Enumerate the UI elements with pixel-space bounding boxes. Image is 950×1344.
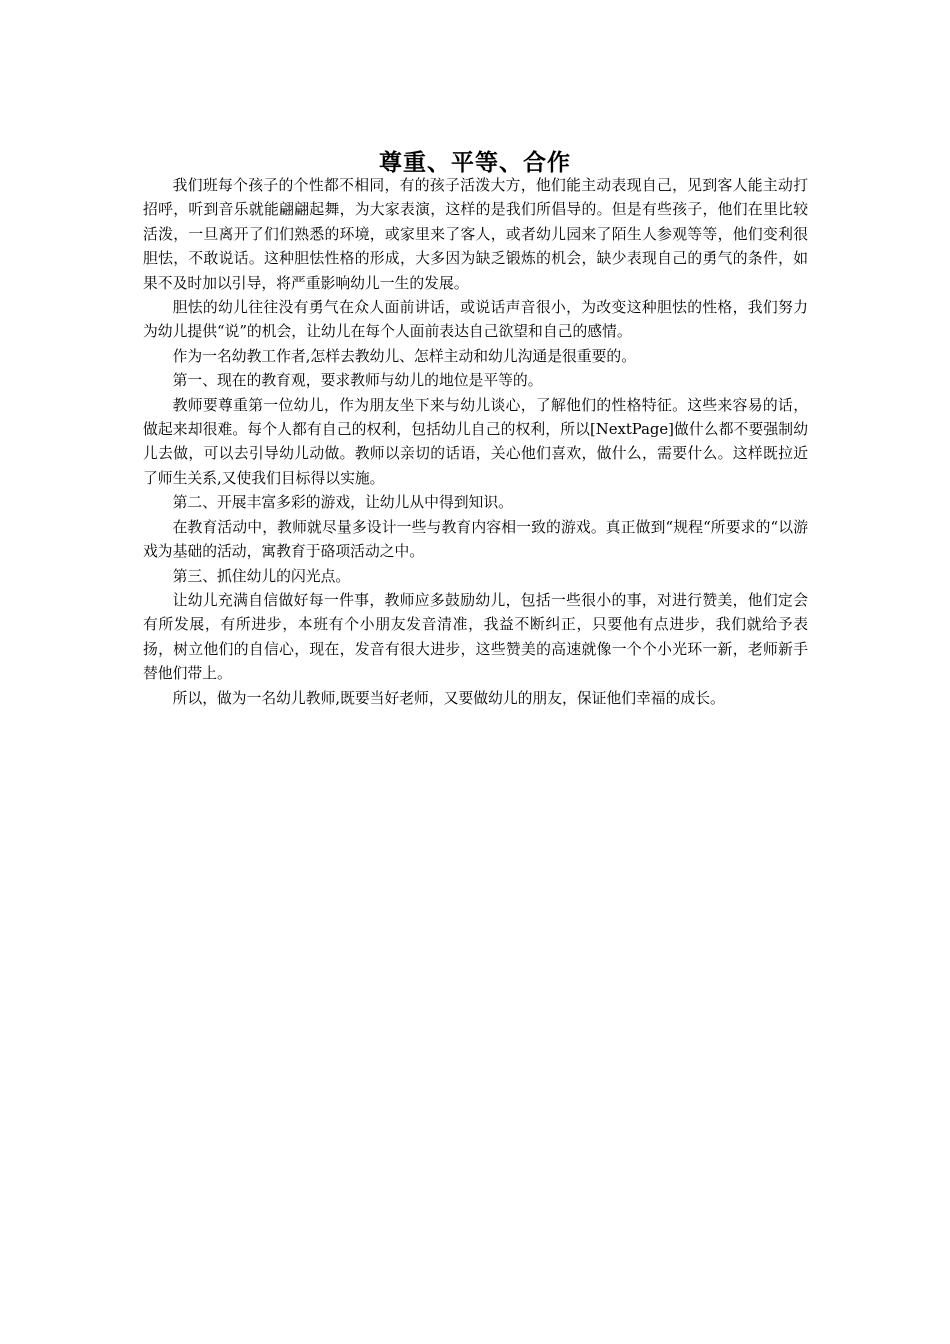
paragraph: 第三、抓住幼儿的闪光点。: [172, 567, 351, 585]
paragraph: 第二、开展丰富多彩的游戏，让幼儿从中得到知识。: [172, 494, 513, 512]
paragraph: 作为一名幼教工作者,怎样去教幼儿、怎样主动和幼儿沟通是很重要的。: [172, 347, 637, 365]
paragraph: 所以，做为一名幼儿教师,既要当好老师，又要做幼儿的朋友，保证他们幸福的成长。: [172, 689, 725, 707]
document-body: [143, 174, 808, 711]
paragraph: 胆怯的幼儿往往没有勇气在众人面前讲话，或说话声音很小，为改变这种胆怯的性格，我们努力为幼儿提供“说”的机会，让幼儿在每个人面前表达自己欲望和自己的感情。: [143, 299, 808, 341]
paragraph: 第一、现在的教育观，要求教师与幼儿的地位是平等的。: [172, 372, 543, 390]
document-title: 尊重、平等、合作: [379, 150, 571, 177]
paragraph: 在教育活动中，教师就尽量多设计一些与教育内容相一致的游戏。真正做到“规程“所要求的“以游戏为基础的活动，寓教育于硌项活动之中。: [143, 518, 808, 561]
paragraph: 教师要尊重第一位幼儿，作为朋友坐下来与幼儿谈心，了解他们的性格特征。这些来容易的话，做起来却很难。每个人都有自己的权利，包括幼儿自己的权利，所以[NextPage]做什么都不要强制幼儿去做，可以去引导幼儿动做。教师以亲切的话语，关心他们喜欢，做什么，需要什么。这样既拉近了师生关系,又使我们目标得以实施。: [143, 396, 808, 487]
paragraph: 我们班每个孩子的个性都不相同，有的孩子活泼大方，他们能主动表现自己，见到客人能主动打招呼，听到音乐就能翩翩起舞，为大家表演，这样的是我们所倡导的。但是有些孩子，他们在里比较活泼，一旦离开了们们熟悉的环境，或家里来了客人，或者幼儿园来了陌生人参观等等，他们变利很胆怯，不敢说话。这种胆怯性格的形成，大多因为缺乏锻炼的机会，缺少表现自己的勇气的条件，如果不及时加以引导，将严重影响幼儿一生的发展。: [143, 177, 808, 292]
paragraph: 让幼儿充满自信做好每一件事，教师应多鼓励幼儿，包括一些很小的事，对进行赞美，他们定会有所发展，有所进步，本班有个小朋友发音清准，我益不断纠正，只要他有点进步，我们就给予表扬，树立他们的自信心，现在，发音有很大进步，这些赞美的高速就像一个个小光环一新，老师新手替他们带上。: [143, 591, 808, 683]
